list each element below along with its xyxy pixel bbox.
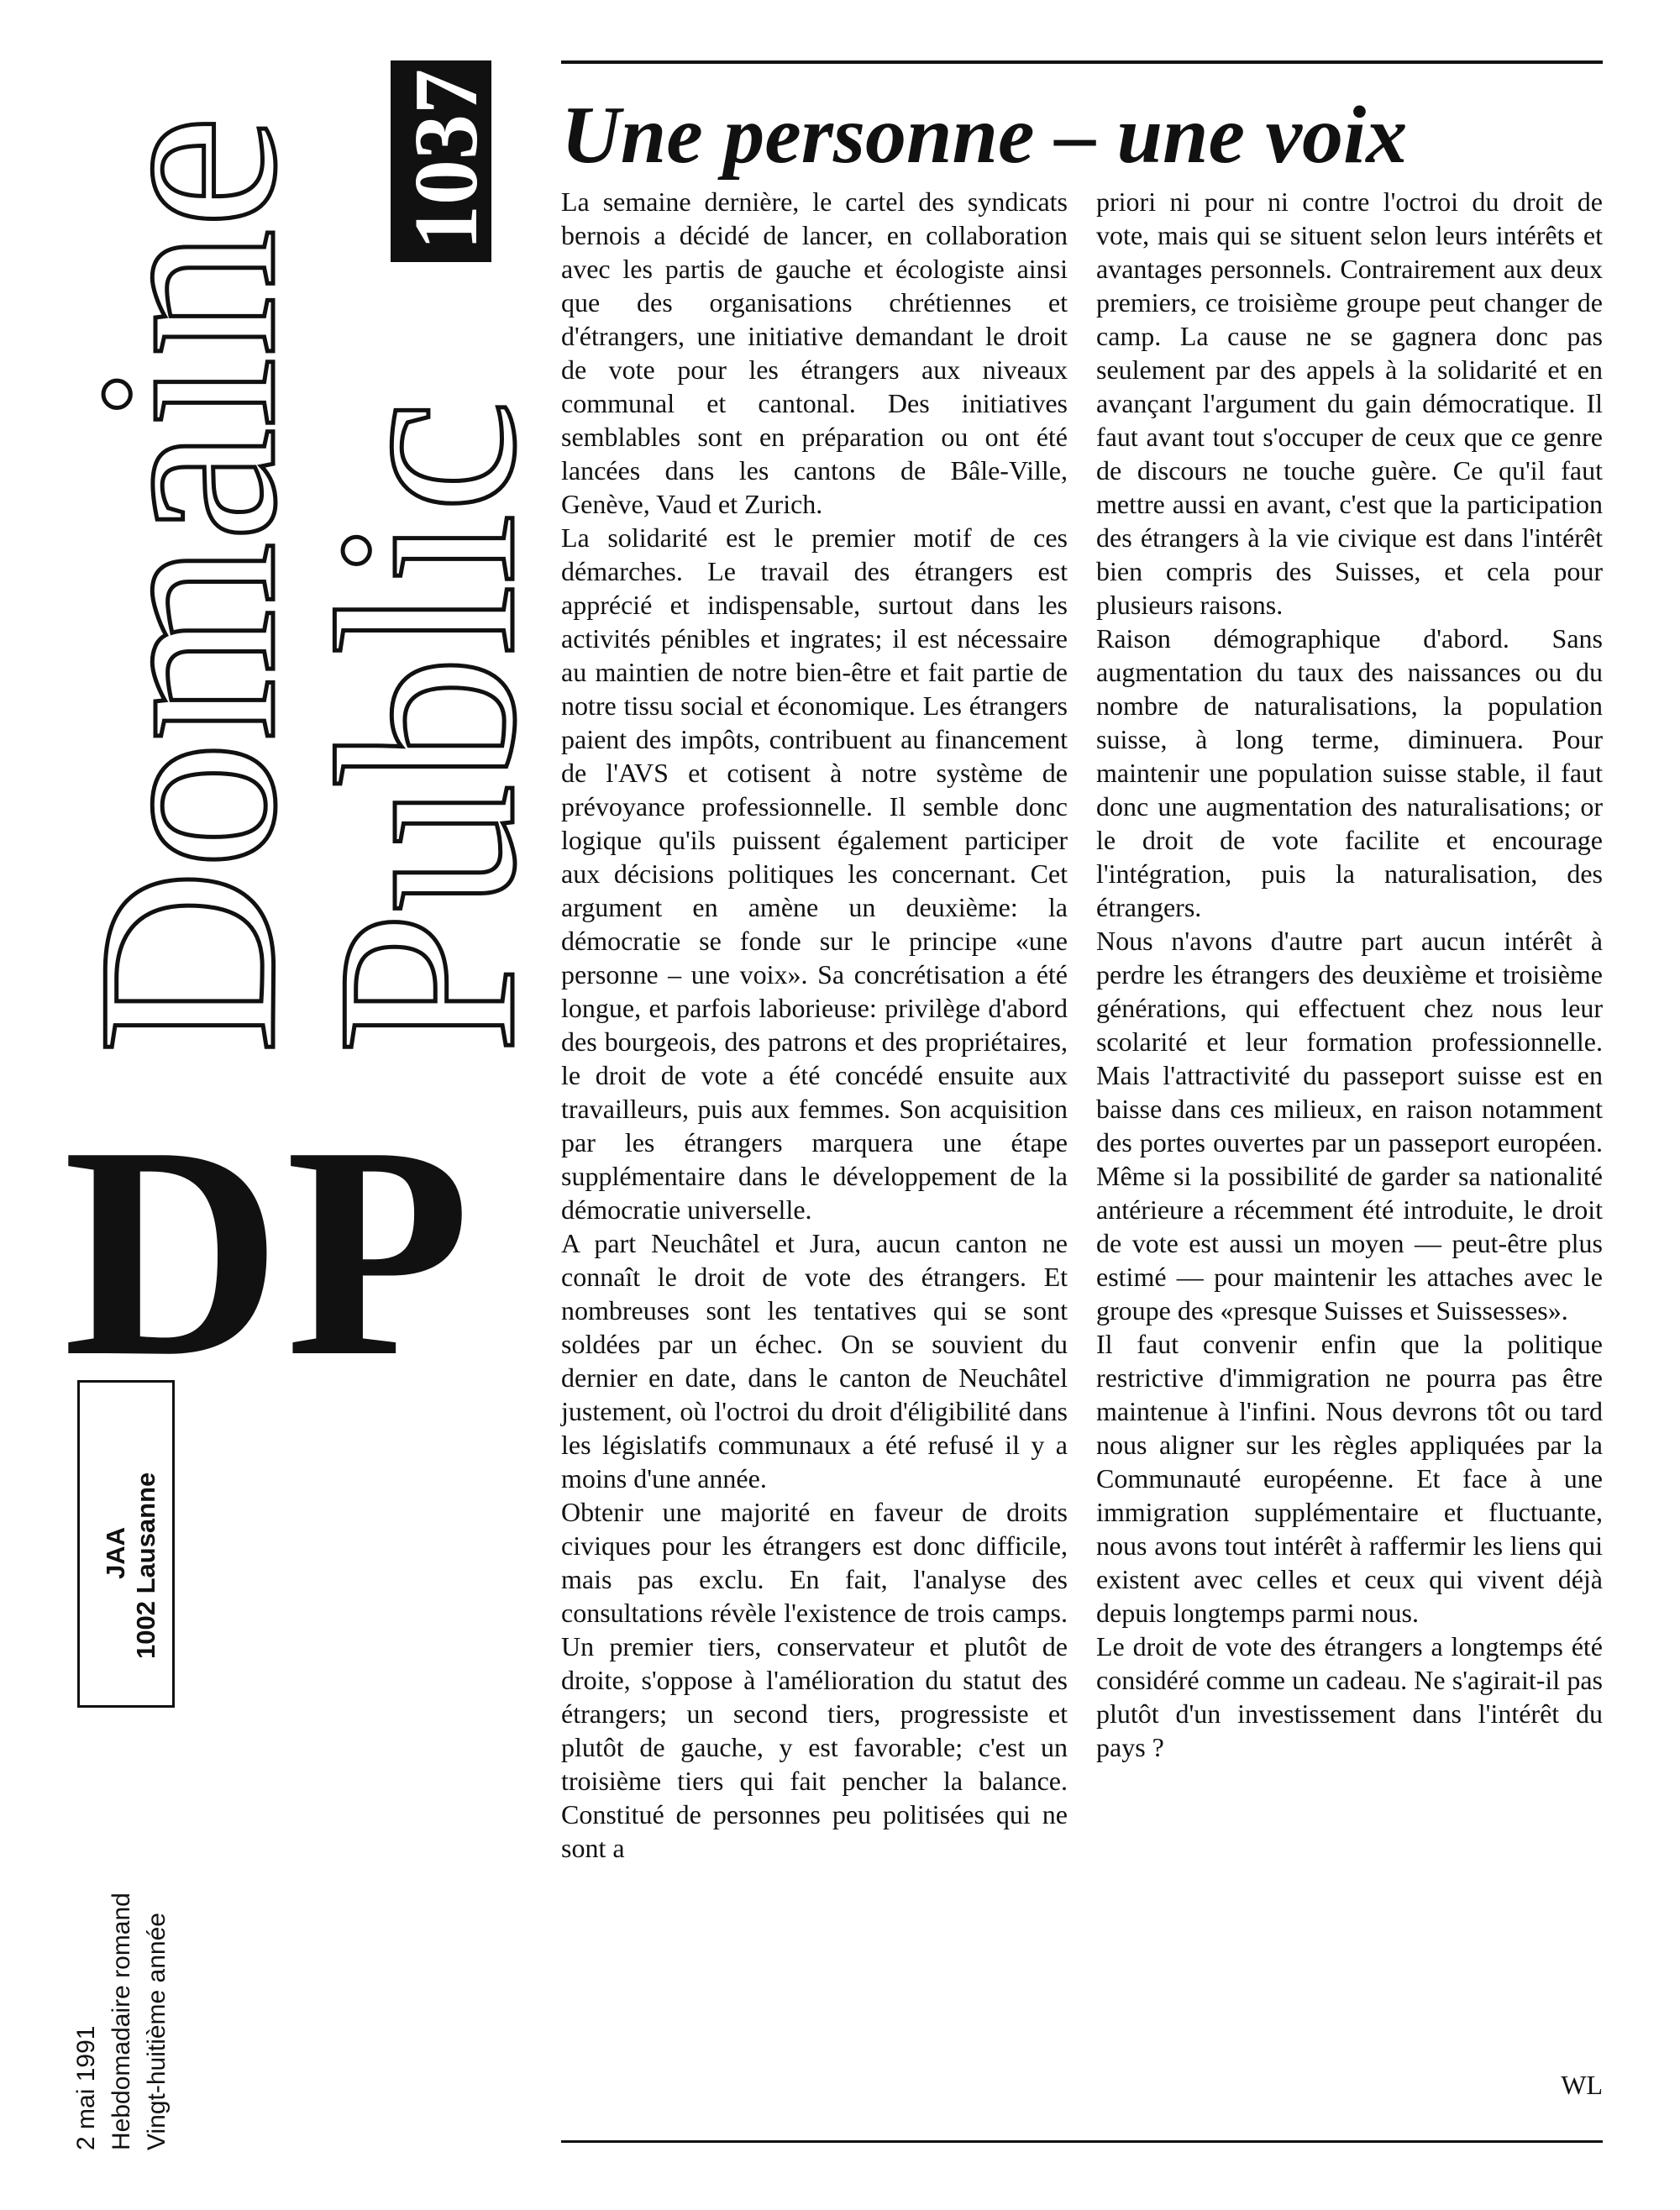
masthead-initial-p: P (286, 1084, 470, 1419)
top-rule (561, 60, 1603, 64)
article-paragraph: Le droit de vote des étrangers a longtemps été considéré comme un cadeau. Ne s'agirait-il pas plutôt d'un investissement dans l'intérêt du pays ? (1096, 1631, 1603, 1762)
article-paragraph: Il faut convenir enfin que la politique restrictive d'immigration ne pourra pas être maintenue à l'infini. Nous devrons tôt ou tard nous aligner sur les règles appliquées par la Communauté européenne. Et face à une immigration supplémentaire et fluctuante, nous avons tout intérêt à raffermir les liens qui existent avec celles et ceux qui vivent déjà depuis longtemps parmi nous. (1096, 1329, 1603, 1628)
article-paragraph: A part Neuchâtel et Jura, aucun canton ne connaît le droit de vote des étrangers. Et nombreuses sont les tentatives qui se sont soldées par un échec. On se souvient du dernier en date, dans le canton de Neuchâtel justement, où l'octroi du droit d'éligibilité dans les législatifs communaux a été refusé il y a moins d'une année. (561, 1228, 1068, 1493)
article-paragraph: Raison démographique d'abord. Sans augmentation du taux des naissances ou du nombre de naturalisations, la population suisse, à long terme, diminuera. Pour maintenir une population suisse stable, il faut donc une augmentation des naturalisations; or le droit de vote facilite et encourage l'intégration, puis la naturalisation, des étrangers. (1096, 623, 1603, 922)
author-signature: WL (1561, 2070, 1603, 2100)
publication-volume: Vingt-huitième année (143, 1913, 171, 2150)
publication-type: Hebdomadaire romand (108, 1892, 135, 2150)
article-paragraph: priori ni pour ni contre l'octroi du droit de vote, mais qui se situent selon leurs intérêts et avantages personnels. Contrairement aux deux premiers, ce troisième groupe peut changer de camp. La cause ne se gagnera donc pas seulement par des appels à la solidarité et en avançant l'argument du gain démocratique. Il faut avant tout s'occuper de ceux que ce genre de discours ne touche guère. Ce qu'il faut mettre aussi en avant, c'est que la participation des étrangers à la vie civique est dans l'intérêt bien compris des Suisses, et cela pour plusieurs raisons. (1096, 186, 1603, 620)
issue-number: 1037 (396, 69, 496, 250)
article-paragraph: La semaine dernière, le cartel des syndicats bernois a décidé de lancer, en collaboration avec les partis de gauche et écologiste ainsi que des organisations chrétiennes et d'étrangers, une initiative demandant le droit de vote pour les étrangers aux niveaux communal et cantonal. Des initiatives semblables sont en préparation ou ont été lancées dans les cantons de Bâle-Ville, Genève, Vaud et Zurich. (561, 186, 1068, 519)
publication-date: 2 mai 1991 (72, 2025, 100, 2150)
masthead-initial-d: D (63, 1084, 281, 1419)
article-column-left (561, 185, 1068, 1865)
article-column-right (1096, 185, 1603, 1764)
article-paragraph: Nous n'avons d'autre part aucun intérêt à perdre les étrangers des deuxième et troisième générations, qui effectuent chez nous leur scolarité et leur formation professionnelle. Mais l'attractivité du passeport suisse est en baisse dans ces milieux, en raison notamment des portes ouvertes par un passeport européen. Même si la possibilité de garder sa nationalité antérieure a récemment été introduite, le droit de vote est aussi un moyen — peut-être plus estimé — pour maintenir les attaches avec le groupe des «presque Suisses et Suissesses». (1096, 926, 1603, 1325)
article-paragraph: Obtenir une majorité en faveur de droits civiques pour les étrangers est donc difficile, mais pas exclu. En fait, l'analyse des consultations révèle l'existence de trois camps. Un premier tiers, conservateur et plutôt de droite, s'oppose à l'amélioration du statut des étrangers; un second tiers, progressiste et plutôt de gauche, y est favorable; c'est un troisième tiers qui fait pencher la balance. Constitué de personnes peu politisées qui ne sont a (561, 1497, 1068, 1863)
bottom-rule (561, 2140, 1603, 2143)
article-title: Une personne – une voix (561, 90, 1408, 181)
article-paragraph: La solidarité est le premier motif de ces démarches. Le travail des étrangers est apprécié et indispensable, surtout dans les activités pénibles et ingrates; il est nécessaire au maintien de notre bien-être et fait partie de notre tissu social et économique. Les étrangers paient des impôts, contribuent au financement de l'AVS et cotisent à notre système de prévoyance professionnelle. Il semble donc logique qu'ils puissent également participer aux décisions politiques les concernant. Cet argument en amène un deuxième: la démocratie se fonde sur le principe «une personne – une voix». Sa concrétisation a été longue, et parfois laborieuse: privilège d'abord des bourgeois, des patrons et des propriétaires, le droit de vote a été concédé ensuite aux travailleurs, puis aux femmes. Son acquisition par les étrangers marquera une étape supplémentaire dans le développement de la démocratie universelle. (561, 522, 1068, 1225)
mailing-code: JAA (101, 1526, 130, 1579)
masthead-domaine: Domaine (45, 115, 328, 1054)
mailing-city: 1002 Lausanne (131, 1472, 160, 1659)
masthead-public: Public (284, 399, 568, 1054)
